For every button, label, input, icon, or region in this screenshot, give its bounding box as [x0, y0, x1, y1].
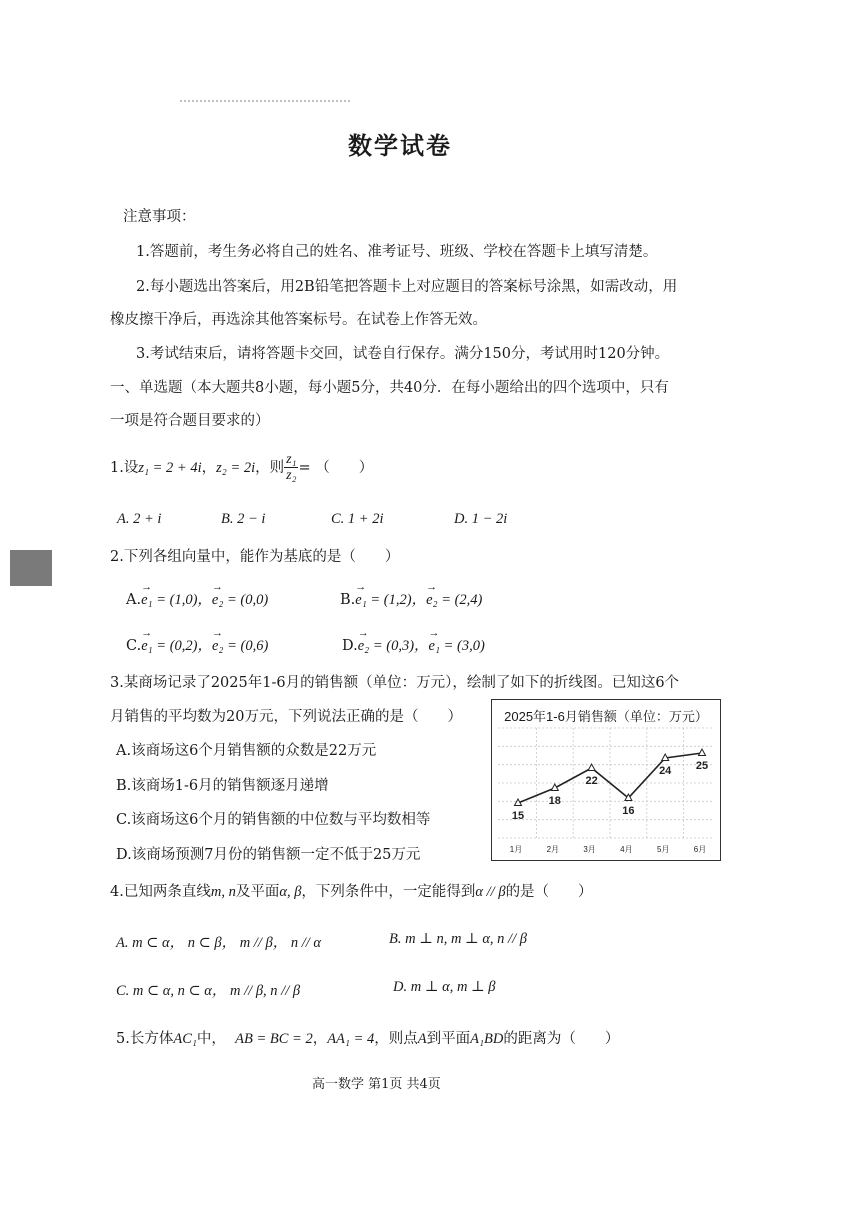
q5-point: A — [417, 1031, 427, 1047]
scan-edge-mark — [10, 550, 52, 586]
q2-b-value-1: = (1,2)， — [366, 592, 427, 608]
q2-option-b — [340, 588, 482, 609]
chart-data-label: 25 — [695, 760, 709, 772]
q4-option-c: C. m ⊂ α, n ⊂ α， m // β, n // β — [116, 983, 301, 999]
q4-prefix: 4.已知两条直线 — [110, 884, 211, 900]
q2-d-label: D. — [342, 638, 358, 654]
q1-tail: = （ ） — [298, 459, 374, 476]
chart-x-tick-label: 5月 — [656, 845, 670, 854]
chart-data-label: 18 — [548, 795, 561, 807]
q1-then: ，则 — [255, 459, 285, 476]
q5-mid: 中， — [196, 1031, 226, 1047]
q2-a-label: A. — [126, 592, 142, 608]
section-1-heading-line-1: 一、单选题（本大题共8小题，每小题5分，共40分．在每小题给出的四个选项中，只有 — [110, 380, 669, 396]
q2-option-c — [126, 634, 268, 655]
q4-mid: 及平面 — [235, 884, 280, 900]
q2-c-vector-1: → e₁ — [141, 638, 152, 655]
chart-plot — [492, 700, 720, 860]
q2-c-vector-2: → e₂ — [212, 638, 223, 655]
q5-tail: 的距离为（ ） — [503, 1031, 620, 1047]
notice-heading: 注意事项： — [123, 209, 196, 225]
q1-z2: z₂ = 2i — [216, 459, 256, 476]
q3-option-c: C.该商场这6个月的销售额的中位数与平均数相等 — [116, 812, 431, 828]
question-5-stem — [116, 1027, 619, 1048]
chart-x-tick-label: 4月 — [620, 845, 633, 854]
chart-data-label: 15 — [511, 810, 525, 822]
q5-body: AC₁ — [173, 1031, 197, 1047]
q2-option-d — [342, 634, 485, 655]
section-1-heading-line-2: 一项是符合题目要求的） — [110, 413, 270, 429]
q4-option-b: B. m ⊥ n, m ⊥ α, n // β — [389, 931, 527, 947]
q5-mid3: 到平面 — [426, 1031, 471, 1047]
chart-data-label: 16 — [622, 805, 635, 817]
q2-b-value-2: = (2,4) — [437, 592, 483, 608]
q2-a-value-2: = (0,0) — [223, 592, 269, 608]
q2-c-value-1: = (0,2)， — [152, 638, 212, 654]
q4-tail: 的是（ ） — [505, 884, 593, 900]
q4-mid2: ，下列条件中，一定能得到 — [301, 884, 476, 900]
q5-condition-2: AA₁ = 4 — [327, 1031, 375, 1047]
q1-frac-num: z₁ — [286, 452, 297, 467]
q2-b-vector-1: → e₁ — [355, 592, 366, 609]
notice-item-1: 1.答题前，考生务必将自己的姓名、准考证号、班级、学校在答题卡上填写清楚。 — [136, 244, 658, 260]
page-title: 数学试卷 — [348, 131, 452, 160]
q2-d-value-2: = (3,0) — [440, 638, 485, 654]
notice-item-2-line-1: 2.每小题选出答案后，用2B铅笔把答题卡上对应题目的答案标号涂黑，如需改动，用 — [136, 279, 678, 295]
q4-option-a: A. m ⊂ α， n ⊂ β， m // β， n // α — [116, 935, 322, 951]
q3-option-d: D.该商场预测7月份的销售额一定不低于25万元 — [116, 847, 421, 863]
q4-planes: α, β — [279, 884, 302, 900]
q2-a-vector-1: → e₁ — [141, 592, 152, 609]
question-3-stem-line-2: 月销售的平均数为20万元，下列说法正确的是（ ） — [110, 709, 462, 725]
chart-x-tick-label: 3月 — [583, 845, 596, 854]
q1-frac-den: z₂ — [286, 468, 297, 484]
chart-data-label: 24 — [659, 765, 672, 777]
q5-mid2: ，则点 — [374, 1031, 418, 1047]
q2-d-value-1: = (0,3)， — [369, 638, 429, 654]
sales-line-chart — [491, 699, 721, 861]
q4-target: α // β — [475, 884, 506, 900]
q3-option-a: A.该商场这6个月销售额的众数是22万元 — [116, 743, 377, 759]
q1-option-b: B. 2 − i — [221, 511, 266, 527]
q5-plane: A₁BD — [470, 1031, 504, 1047]
notice-item-2-line-2: 橡皮擦干净后，再选涂其他答案标号。在试卷上作答无效。 — [110, 312, 487, 328]
q5-prefix: 5.长方体 — [116, 1031, 174, 1047]
chart-x-tick-label: 2月 — [546, 845, 560, 854]
q4-lines: m, n — [210, 884, 236, 900]
q1-fraction — [284, 452, 298, 484]
chart-x-tick-label: 6月 — [693, 845, 707, 854]
chart-title: 2025年1-6月销售额（单位：万元） — [504, 709, 708, 724]
q2-c-value-2: = (0,6) — [223, 638, 269, 654]
chart-x-tick-label: 1月 — [509, 845, 523, 854]
q2-d-vector-1: → e₂ — [358, 638, 369, 655]
q5-separator: ， — [312, 1031, 328, 1047]
q1-comma: ， — [201, 459, 217, 476]
q2-b-vector-2: → e₂ — [426, 592, 437, 609]
chart-data-label: 22 — [585, 775, 598, 787]
q1-option-a: A. 2 + i — [117, 511, 162, 527]
q2-a-vector-2: → e₂ — [212, 592, 223, 609]
page-footer: 高一数学 第1页 共4页 — [312, 1077, 441, 1092]
chart-point-marker — [699, 749, 706, 756]
q2-d-vector-2: → e₁ — [429, 638, 440, 655]
q1-prefix: 1.设 — [110, 459, 139, 476]
q2-a-value-1: = (1,0)， — [152, 592, 212, 608]
q5-condition-1: AB = BC = 2 — [235, 1031, 313, 1047]
question-2-stem: 2.下列各组向量中，能作为基底的是（ ） — [110, 549, 400, 565]
notice-item-3: 3.考试结束后，请将答题卡交回，试卷自行保存。满分150分，考试用时120分钟。 — [136, 346, 670, 362]
q1-option-d: D. 1 − 2i — [454, 511, 508, 527]
q2-b-label: B. — [340, 592, 356, 608]
question-1-stem — [110, 452, 373, 484]
question-4-stem — [110, 880, 593, 901]
question-3-stem-line-1: 3.某商场记录了2025年1-6月的销售额（单位：万元），绘制了如下的折线图。已知这6个 — [110, 675, 680, 691]
q4-option-d: D. m ⊥ α, m ⊥ β — [393, 979, 496, 995]
q1-z1: z₁ = 2 + 4i — [138, 459, 202, 476]
q1-option-c: C. 1 + 2i — [331, 511, 384, 527]
q2-option-a — [126, 588, 268, 609]
scan-artifact — [180, 100, 350, 108]
q2-c-label: C. — [126, 638, 142, 654]
q3-option-b: B.该商场1-6月的销售额逐月递增 — [116, 778, 329, 794]
